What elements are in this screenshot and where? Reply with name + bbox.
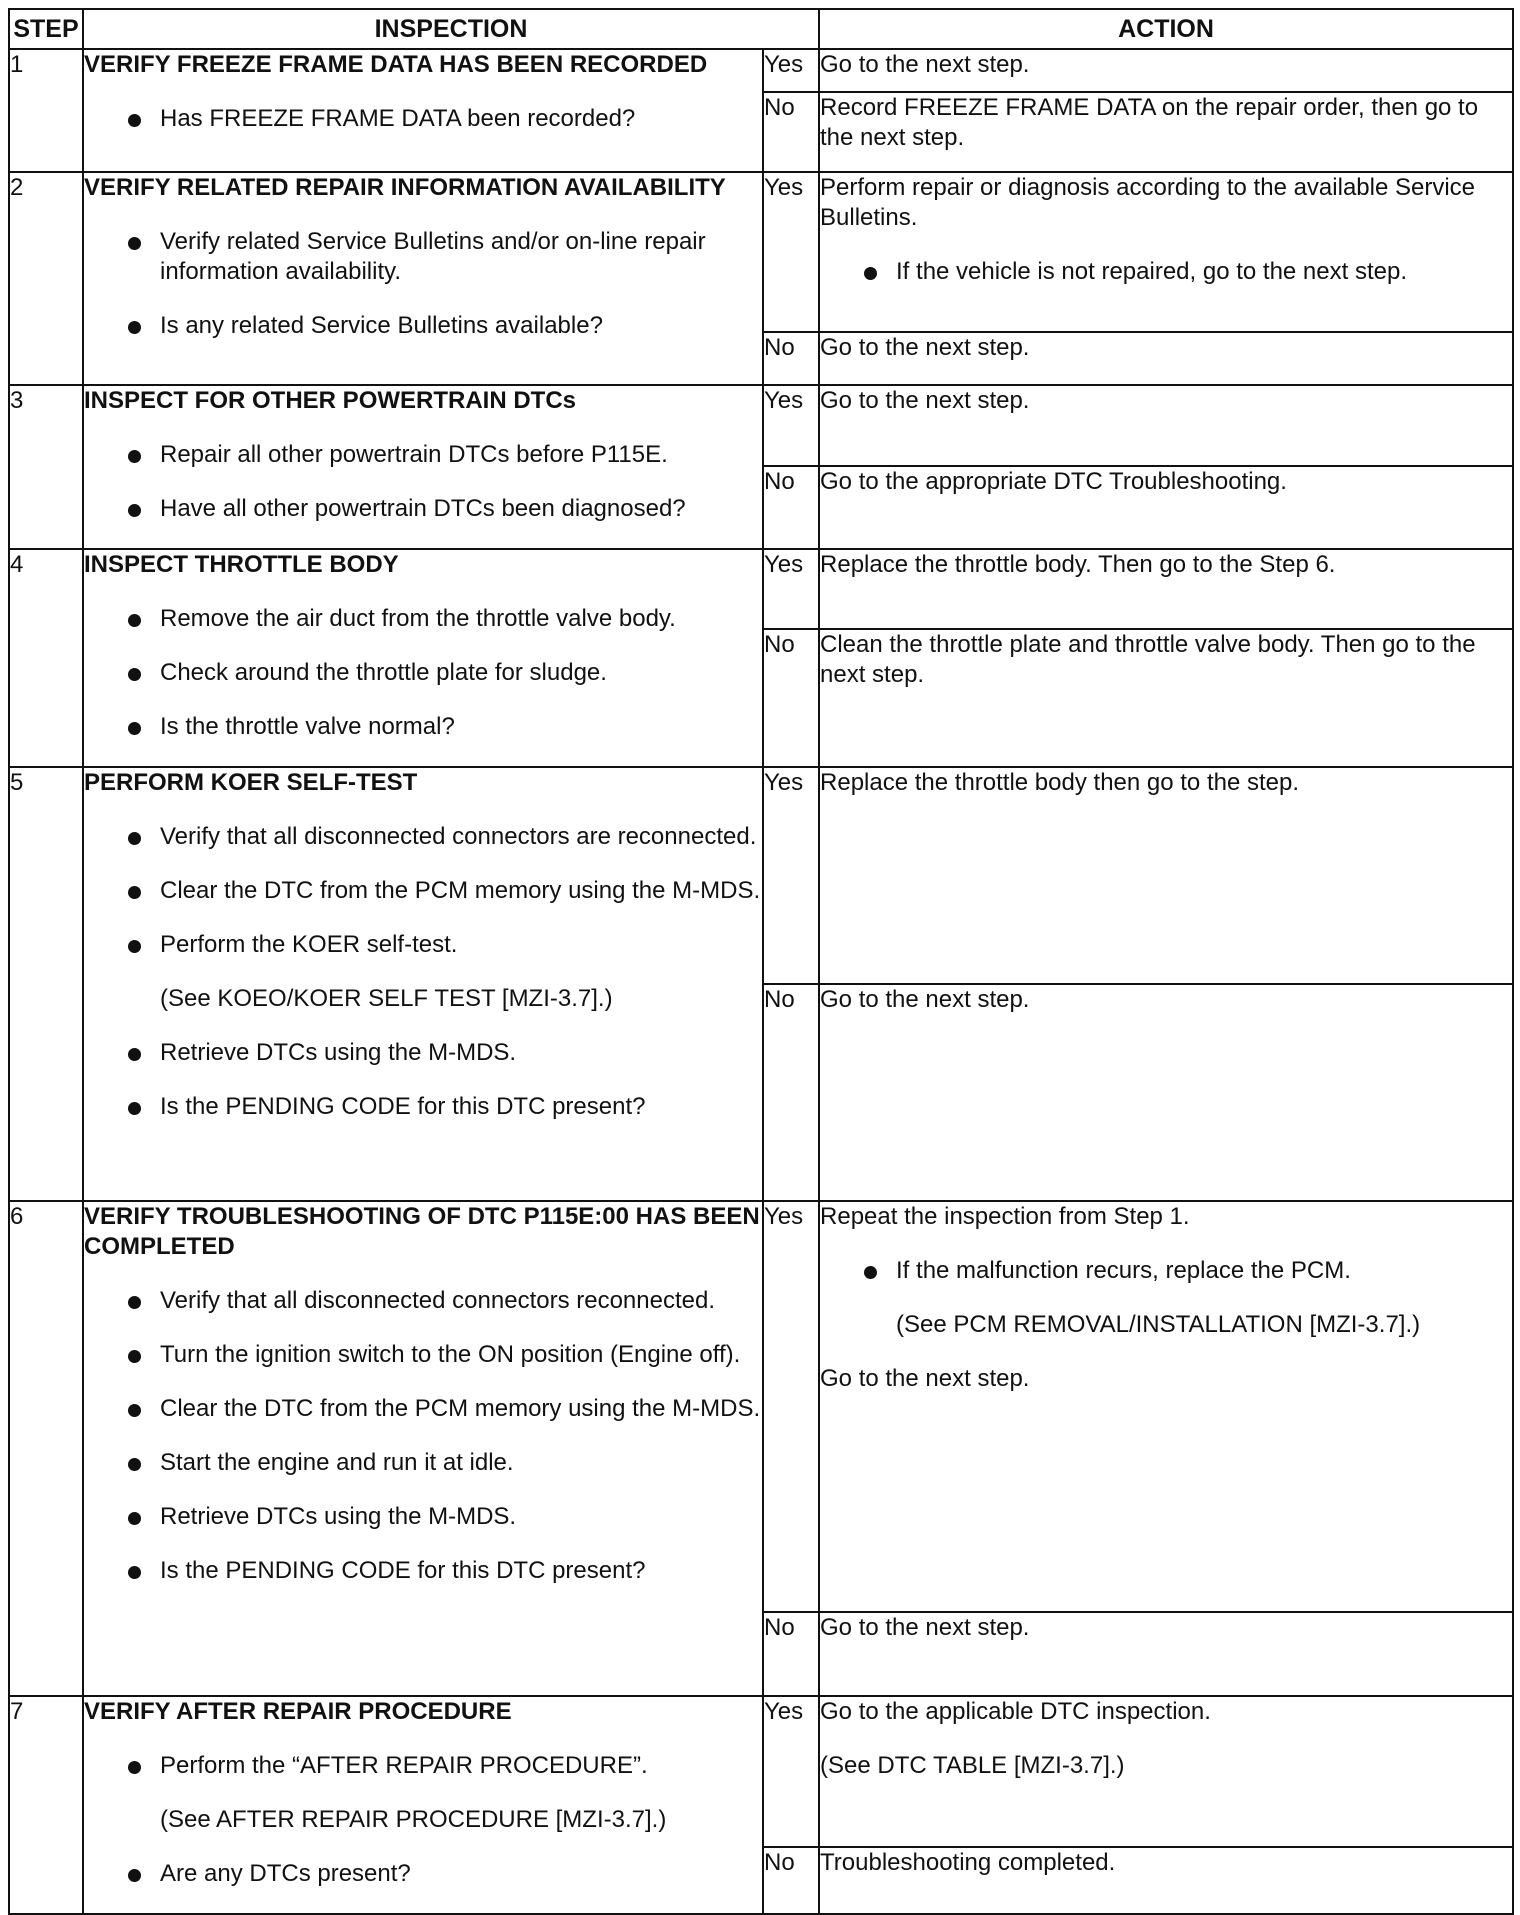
step-number: 2	[9, 172, 83, 385]
inspection-note: (See AFTER REPAIR PROCEDURE [MZI-3.7].)	[160, 1806, 667, 1833]
action-text: Go to the applicable DTC inspection.	[820, 1698, 1211, 1725]
inspection-cell	[83, 1201, 763, 1696]
inspection-item: Remove the air duct from the throttle valve body.	[84, 604, 762, 634]
no-action	[819, 1612, 1513, 1696]
inspection-item: Start the engine and run it at idle.	[84, 1448, 762, 1478]
header-inspection: INSPECTION	[83, 9, 819, 49]
step-title: INSPECT FOR OTHER POWERTRAIN DTCs	[84, 387, 577, 414]
yes-action	[819, 1201, 1513, 1612]
inspection-item: Verify that all disconnected connectors are reconnected.	[84, 822, 762, 852]
step-row	[9, 1696, 1513, 1847]
no-label: No	[763, 984, 819, 1201]
no-label: No	[763, 1847, 819, 1914]
step-number: 1	[9, 49, 83, 172]
step-row	[9, 49, 1513, 92]
header-step: STEP	[9, 9, 83, 49]
yes-action	[819, 767, 1513, 984]
inspection-cell	[83, 385, 763, 549]
action-text: Replace the throttle body then go to the step.	[820, 769, 1300, 796]
inspection-item: Clear the DTC from the PCM memory using the M-MDS.	[84, 876, 762, 906]
no-action	[819, 984, 1513, 1201]
no-action	[819, 466, 1513, 549]
yes-label: Yes	[763, 1201, 819, 1612]
step-number: 4	[9, 549, 83, 767]
action-text: Clean the throttle plate and throttle valve body. Then go to the next step.	[820, 631, 1476, 689]
step-title: PERFORM KOER SELF-TEST	[84, 769, 418, 796]
no-label: No	[763, 92, 819, 172]
yes-label: Yes	[763, 385, 819, 466]
step-number: 5	[9, 767, 83, 1201]
action-text: Repeat the inspection from Step 1.	[820, 1203, 1190, 1230]
inspection-cell	[83, 549, 763, 767]
inspection-item: Is the PENDING CODE for this DTC present?	[84, 1556, 762, 1586]
yes-action	[819, 549, 1513, 629]
step-title: VERIFY TROUBLESHOOTING OF DTC P115E:00 HAS BEEN COMPLETED	[84, 1203, 760, 1260]
inspection-cell	[83, 767, 763, 1201]
inspection-item: Is the throttle valve normal?	[84, 712, 762, 742]
action-text: Go to the next step.	[820, 334, 1030, 361]
step-row	[9, 549, 1513, 629]
inspection-item: Verify related Service Bulletins and/or on-line repair information availability.	[84, 227, 762, 287]
step-title: VERIFY AFTER REPAIR PROCEDURE	[84, 1698, 512, 1725]
no-label: No	[763, 332, 819, 385]
step-row	[9, 767, 1513, 984]
action-text: Go to the appropriate DTC Troubleshooting.	[820, 467, 1287, 495]
action-text: Go to the next step.	[820, 1614, 1030, 1641]
step-number: 7	[9, 1696, 83, 1914]
header-row	[9, 9, 1513, 49]
inspection-item: Clear the DTC from the PCM memory using the M-MDS.	[84, 1394, 762, 1424]
inspection-item: Check around the throttle plate for sludge.	[84, 658, 762, 688]
yes-label: Yes	[763, 1696, 819, 1847]
inspection-cell	[83, 172, 763, 385]
no-action	[819, 1847, 1513, 1914]
yes-label: Yes	[763, 767, 819, 984]
action-bullet: If the vehicle is not repaired, go to the next step.	[820, 257, 1512, 287]
inspection-item: Retrieve DTCs using the M-MDS.	[84, 1502, 762, 1532]
inspection-item: Have all other powertrain DTCs been diagnosed?	[84, 494, 762, 524]
action-text: Go to the next step.	[820, 387, 1030, 414]
step-row	[9, 1201, 1513, 1612]
inspection-item: Are any DTCs present?	[84, 1859, 762, 1889]
step-title: INSPECT THROTTLE BODY	[84, 551, 399, 578]
step-number: 6	[9, 1201, 83, 1696]
action-text: Record FREEZE FRAME DATA on the repair order, then go to the next step.	[820, 94, 1479, 151]
step-number: 3	[9, 385, 83, 549]
inspection-item: Is the PENDING CODE for this DTC present?	[84, 1092, 762, 1122]
step-title: VERIFY RELATED REPAIR INFORMATION AVAILABILITY	[84, 174, 726, 201]
inspection-item: Perform the KOER self-test.	[84, 930, 762, 960]
no-label: No	[763, 1612, 819, 1696]
inspection-item: Has FREEZE FRAME DATA been recorded?	[84, 104, 762, 134]
action-text: Troubleshooting completed.	[820, 1849, 1116, 1877]
inspection-note: (See KOEO/KOER SELF TEST [MZI-3.7].)	[160, 985, 613, 1012]
yes-action	[819, 49, 1513, 92]
action-bullet: If the malfunction recurs, replace the PCM.	[820, 1256, 1512, 1286]
yes-action	[819, 385, 1513, 466]
action-text: Replace the throttle body. Then go to the Step 6.	[820, 551, 1336, 578]
inspection-item: Repair all other powertrain DTCs before P115E.	[84, 440, 762, 470]
inspection-item: Verify that all disconnected connectors reconnected.	[84, 1286, 762, 1316]
inspection-item: Is any related Service Bulletins available?	[84, 311, 762, 341]
inspection-cell	[83, 49, 763, 172]
yes-label: Yes	[763, 172, 819, 332]
no-label: No	[763, 629, 819, 767]
inspection-item: Retrieve DTCs using the M-MDS.	[84, 1038, 762, 1068]
inspection-item: Perform the “AFTER REPAIR PROCEDURE”.	[84, 1751, 762, 1781]
header-action: ACTION	[819, 9, 1513, 49]
dtc-troubleshooting-table	[8, 8, 1514, 1915]
no-action	[819, 629, 1513, 767]
action-note: (See PCM REMOVAL/INSTALLATION [MZI-3.7].)	[896, 1311, 1421, 1338]
no-action	[819, 332, 1513, 385]
step-title: VERIFY FREEZE FRAME DATA HAS BEEN RECORDED	[84, 51, 708, 78]
inspection-item: Turn the ignition switch to the ON position (Engine off).	[84, 1340, 762, 1370]
action-text: Go to the next step.	[820, 1365, 1030, 1392]
action-note: (See DTC TABLE [MZI-3.7].)	[820, 1752, 1125, 1779]
action-text: Perform repair or diagnosis according to the available Service Bulletins.	[820, 174, 1476, 231]
yes-label: Yes	[763, 549, 819, 629]
yes-label: Yes	[763, 49, 819, 92]
inspection-cell	[83, 1696, 763, 1914]
step-row	[9, 172, 1513, 332]
yes-action	[819, 172, 1513, 332]
no-action	[819, 92, 1513, 172]
step-row	[9, 385, 1513, 466]
action-text: Go to the next step.	[820, 986, 1030, 1013]
action-text: Go to the next step.	[820, 51, 1030, 78]
no-label: No	[763, 466, 819, 549]
yes-action	[819, 1696, 1513, 1847]
